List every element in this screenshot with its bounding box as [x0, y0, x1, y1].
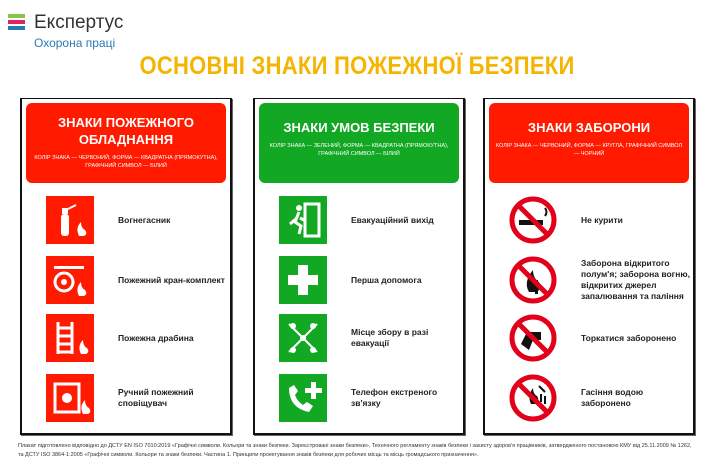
sign-item: [46, 314, 226, 362]
panel-header: [259, 103, 459, 183]
fire-ladder-icon: [46, 314, 94, 362]
fire-alarm-button-icon: [46, 374, 94, 422]
no-smoking-icon: [509, 196, 557, 244]
sign-label: Не курити: [581, 214, 623, 225]
page-title: ОСНОВНІ ЗНАКИ ПОЖЕЖНОЇ БЕЗПЕКИ: [139, 52, 575, 80]
panel-2: [253, 98, 465, 435]
sign-label: Пожежна драбина: [118, 332, 194, 343]
emergency-phone-icon: [279, 374, 327, 422]
sign-label: Телефон екстреного зв'язку: [351, 387, 438, 408]
no-touching-icon: [509, 314, 557, 362]
logo-subtitle: Охорона праці: [34, 36, 116, 50]
first-aid-icon: [279, 256, 327, 304]
emergency-exit-icon: [279, 196, 327, 244]
sign-item: [46, 374, 226, 422]
no-water-extinguishing-icon: [509, 374, 557, 422]
sign-item: [46, 256, 226, 304]
panel-description: КОЛІР ЗНАКА — ЧЕРВОНИЙ, ФОРМА — КВАДРАТНА (ПРЯМОКУТНА), ГРАФІЧНИЙ СИМВОЛ — БІЛИЙ: [34, 155, 218, 169]
sign-item: [46, 196, 226, 244]
sign-label: Ручний пожежний сповіщувач: [118, 387, 194, 408]
sign-label: Перша допомога: [351, 274, 422, 285]
panel-title: ЗНАКИ УМОВ БЕЗПЕКИ: [283, 120, 435, 135]
panel-header: [489, 103, 689, 183]
sign-item: [279, 196, 459, 244]
panel-header: [26, 103, 226, 183]
sign-item: [509, 196, 689, 244]
panel-title: ЗНАКИ ЗАБОРОНИ: [527, 120, 651, 135]
sign-item: [509, 374, 689, 422]
fire-extinguisher-icon: [46, 196, 94, 244]
panel-description: КОЛІР ЗНАКА — ЗЕЛЕНИЙ, ФОРМА — КВАДРАТНА (ПРЯМОКУТНА), ГРАФІЧНИЙ СИМВОЛ — БІЛИЙ: [269, 143, 449, 157]
footer-note: Плакат підготовлено відповідно до ДСТУ EN ISO 7010:2019 «Графічні символи. Кольори та знаки безпеки. Зареєстровані знаки безпеки», Технічного регламенту знаків безпеки і захисту здоров'я працівників, затвердженого постановою КМУ від 25.11.2009 № 1262, та ДСТУ ISO 3864-1:2005 «Графічні символи. Кольори та знаки безпеки. Частина 1. Принципи проектування знаків безпеки для робочих місць та місць громадського призначення».: [18, 443, 692, 458]
panel-3: [483, 98, 695, 435]
panel-1: [20, 98, 232, 435]
sign-item: [279, 314, 459, 362]
fire-hose-icon: [46, 256, 94, 304]
logo-brand: Експертус: [34, 12, 124, 33]
sign-label: Вогнегасник: [118, 214, 171, 225]
sign-label: Гасіння водою заборонено: [581, 387, 644, 408]
assembly-point-icon: [279, 314, 327, 362]
panel-title: ЗНАКИ ПОЖЕЖНОГО ОБЛАДНАННЯ: [57, 115, 195, 147]
panel-description: КОЛІР ЗНАКА — ЧЕРВОНИЙ, ФОРМА — КРУГЛА, ГРАФІЧНИЙ СИМВОЛ — ЧОРНИЙ: [495, 143, 683, 157]
sign-item: [509, 256, 689, 304]
sign-item: [279, 256, 459, 304]
sign-label: Торкатися заборонено: [581, 332, 677, 343]
sign-item: [279, 374, 459, 422]
no-open-flame-icon: [509, 256, 557, 304]
sign-label: Заборона відкритого полум'я; заборона вогню, відкритих джерел запалювання та паління: [581, 258, 690, 301]
sign-item: [509, 314, 689, 362]
sign-label: Евакуаційний вихід: [351, 214, 434, 225]
sign-label: Пожежний кран-комплект: [118, 274, 225, 285]
sign-label: Місце збору в разі евакуації: [351, 327, 429, 348]
logo-mark: [8, 14, 25, 32]
